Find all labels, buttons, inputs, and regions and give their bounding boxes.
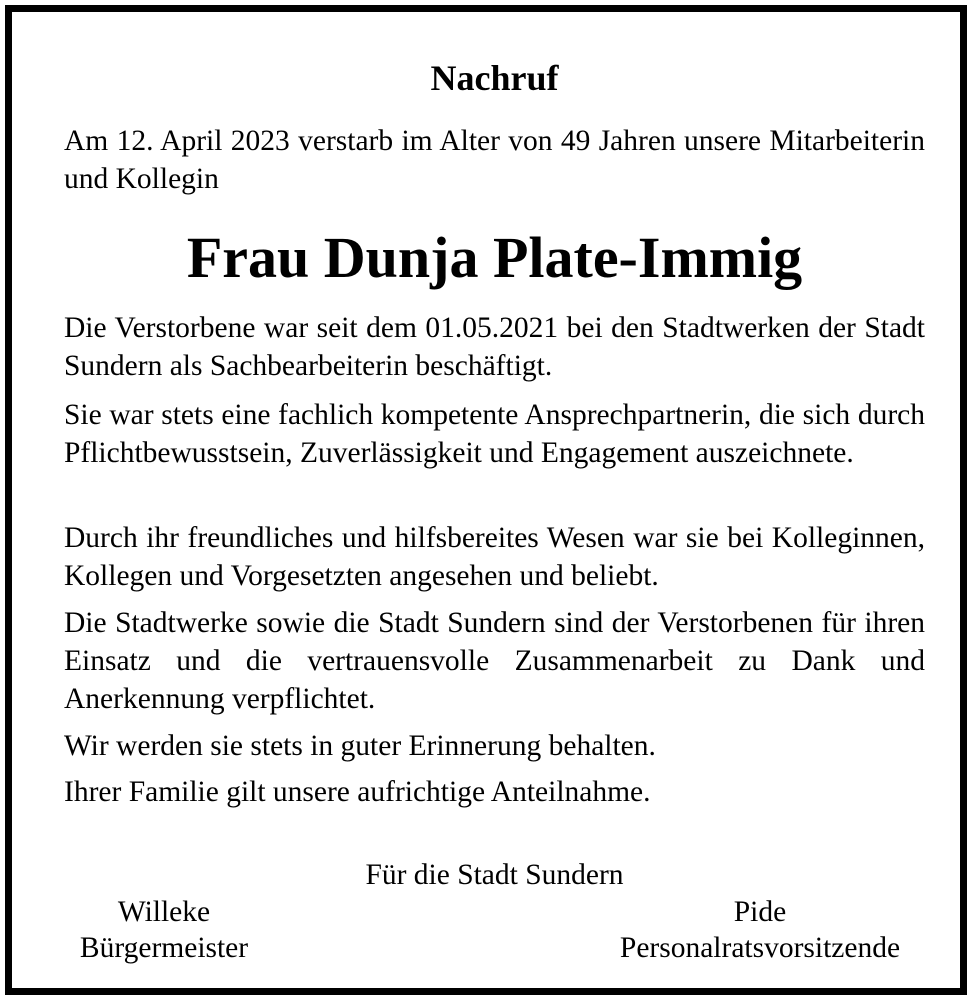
intro-text: Am 12. April 2023 verstarb im Alter von 49 Jahren unsere Mitarbeiterin und Kollegin bbox=[64, 125, 925, 195]
paragraph-competence: Sie war stets eine fachlich kompetente Ansprechpartnerin, die sich durch Pflichtbewusstsein, Zuverlässigkeit und Engagement auszeichnete. bbox=[64, 399, 925, 469]
deceased-name: Frau Dunja Plate-Immig bbox=[186, 225, 803, 290]
notice-heading: Nachruf bbox=[430, 58, 559, 98]
paragraph-gratitude: Die Stadtwerke sowie die Stadt Sundern sind der Verstorbenen für ihren Einsatz und die vertrauensvolle Zusammenarbeit zu Dank und Anerkennung verpflichtet. bbox=[64, 607, 925, 715]
signatory-role: Bürgermeister bbox=[79, 932, 249, 964]
paragraph-condolence: Ihrer Familie gilt unsere aufrichtige Anteilnahme. bbox=[64, 776, 651, 808]
obituary-frame bbox=[5, 5, 967, 995]
signatory-name: Pide bbox=[733, 896, 787, 928]
paragraph-employment: Die Verstorbene war seit dem 01.05.2021 bei den Stadtwerken der Stadt Sundern als Sachbearbeiterin beschäftigt. bbox=[64, 312, 925, 382]
paragraph-remembrance: Wir werden sie stets in guter Erinnerung behalten. bbox=[64, 730, 656, 762]
signatory-right bbox=[595, 894, 925, 966]
on-behalf-line: Für die Stadt Sundern bbox=[365, 859, 624, 891]
signatory-name: Willeke bbox=[117, 896, 211, 928]
signatory-left bbox=[64, 894, 264, 966]
paragraph-character: Durch ihr freundliches und hilfsbereites Wesen war sie bei Kolleginnen, Kollegen und Vorgesetzten angesehen und beliebt. bbox=[64, 522, 925, 592]
signatory-role: Personalratsvorsitzende bbox=[619, 932, 901, 964]
